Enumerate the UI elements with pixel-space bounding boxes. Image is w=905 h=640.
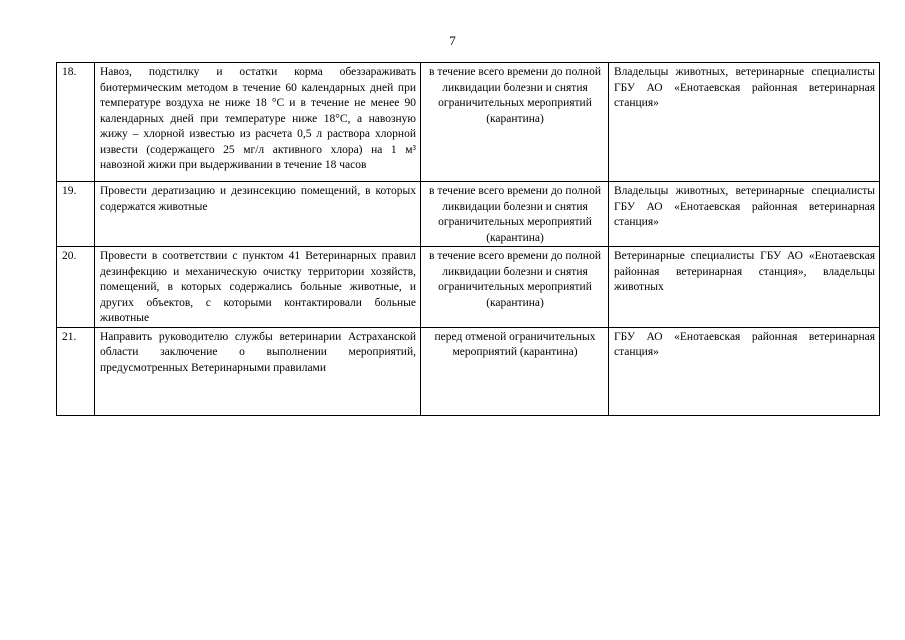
action-cell: Направить руководителю службы ветеринарии Астраханской области заключение о выполнении мероприятий, предусмотренных Ветеринарными правилами xyxy=(95,327,421,415)
term-cell: перед отменой ограничительных мероприятий (карантина) xyxy=(421,327,609,415)
table-row xyxy=(57,182,880,247)
term-cell: в течение всего времени до полной ликвидации болезни и снятия ограничительных мероприятий (карантина) xyxy=(421,247,609,328)
row-number: 21. xyxy=(57,327,95,415)
page-number: 7 xyxy=(449,33,456,48)
action-cell: Провести дератизацию и дезинсекцию помещений, в которых содержатся животные xyxy=(95,182,421,247)
table-row xyxy=(57,63,880,182)
term-cell: в течение всего времени до полной ликвидации болезни и снятия ограничительных мероприятий (карантина) xyxy=(421,182,609,247)
table-row xyxy=(57,247,880,328)
responsible-cell: Владельцы животных, ветеринарные специалисты ГБУ АО «Енотаевская районная ветеринарная станция» xyxy=(609,182,880,247)
row-number: 19. xyxy=(57,182,95,247)
action-cell: Провести в соответствии с пунктом 41 Ветеринарных правил дезинфекцию и механическую очистку территории хозяйств, помещений, в которых содержались больные животные, и других объектов, с которыми контактировали больные животные xyxy=(95,247,421,328)
table-row xyxy=(57,327,880,415)
responsible-cell: Владельцы животных, ветеринарные специалисты ГБУ АО «Енотаевская районная ветеринарная станция» xyxy=(609,63,880,182)
measures-table xyxy=(56,62,880,416)
term-cell: в течение всего времени до полной ликвидации болезни и снятия ограничительных мероприятий (карантина) xyxy=(421,63,609,182)
action-cell: Навоз, подстилку и остатки корма обеззараживать биотермическим методом в течение 60 календарных дней при температуре воздуха не ниже 18 °С и в течение не менее 90 календарных дней при температуре ниже 18°С, а навозную жижу – хлорной известью из расчета 0,5 л раствора хлорной извести (содержащего 25 мг/л активного хлора) на 1 м³ навозной жижи при выдерживании в течение 18 часов xyxy=(95,63,421,182)
row-number: 18. xyxy=(57,63,95,182)
row-number: 20. xyxy=(57,247,95,328)
responsible-cell: ГБУ АО «Енотаевская районная ветеринарная станция» xyxy=(609,327,880,415)
responsible-cell: Ветеринарные специалисты ГБУ АО «Енотаевская районная ветеринарная станция», владельцы животных xyxy=(609,247,880,328)
